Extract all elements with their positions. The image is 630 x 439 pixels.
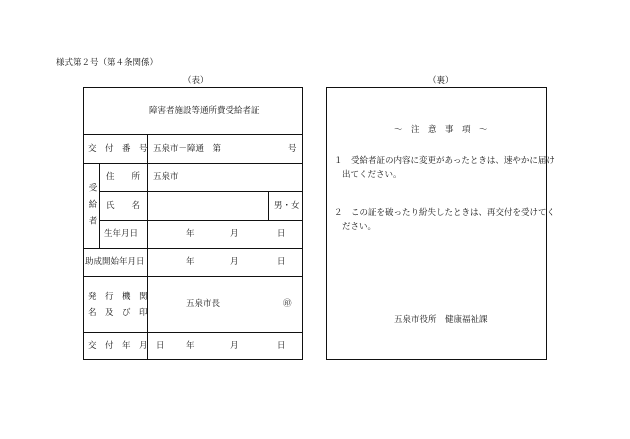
- address-value: 五泉市: [153, 172, 179, 182]
- day-mark: 日: [277, 229, 286, 239]
- divider: [99, 191, 303, 192]
- year-mark: 年: [186, 229, 195, 239]
- issuer-value: 五泉市長: [186, 299, 221, 309]
- day-mark: 日: [277, 341, 286, 351]
- divider: [83, 276, 303, 277]
- month-mark: 月: [230, 229, 239, 239]
- column-divider: [147, 134, 148, 360]
- divider: [83, 134, 303, 135]
- note-1-line-2: 出てください。: [342, 170, 402, 180]
- note-2-line-2: ださい。: [342, 222, 377, 232]
- number-suffix: 号: [288, 144, 297, 154]
- note-1-line-1: １ 受給者証の内容に変更があったときは、速やかに届け: [334, 156, 555, 166]
- back-footer: 五泉市役所 健康福祉課: [394, 315, 488, 325]
- month-mark: 月: [230, 257, 239, 267]
- notes-title: ～ 注 意 事 項 ～: [394, 125, 488, 135]
- issuer-label-2: 名 及 び 印: [88, 308, 148, 318]
- note-2-line-1: ２ この証を破ったり紛失したときは、再交付を受けてく: [334, 208, 556, 218]
- front-card: [83, 87, 303, 360]
- name-label: 氏 名: [106, 201, 141, 211]
- divider: [83, 163, 303, 164]
- address-label: 住 所: [106, 172, 141, 182]
- divider: [83, 248, 303, 249]
- number-label: 交 付 番 号: [88, 144, 148, 154]
- divider: [99, 220, 303, 221]
- issuer-label-1: 発 行 機 関: [88, 292, 148, 302]
- issue-date-label: 交 付 年 月 日: [88, 341, 165, 351]
- start-date-label: 助成開始年月日: [85, 257, 145, 267]
- column-divider: [99, 163, 100, 248]
- column-divider: [268, 191, 269, 220]
- front-title: 障害者施設等通所費受給者証: [149, 106, 260, 116]
- seal-icon: ㊞: [283, 299, 292, 309]
- year-mark: 年: [186, 341, 195, 351]
- front-side-label: （表）: [183, 76, 209, 86]
- year-mark: 年: [186, 257, 195, 267]
- back-side-label: （裏）: [428, 76, 454, 86]
- divider: [83, 332, 303, 333]
- number-value: 五泉市－障通 第: [153, 144, 222, 154]
- recipient-label: 受給者: [87, 183, 97, 233]
- gender-value: 男・女: [274, 201, 300, 211]
- month-mark: 月: [230, 341, 239, 351]
- birth-label: 生年月日: [104, 229, 139, 239]
- form-id: 様式第２号（第４条関係）: [56, 58, 159, 68]
- day-mark: 日: [277, 257, 286, 267]
